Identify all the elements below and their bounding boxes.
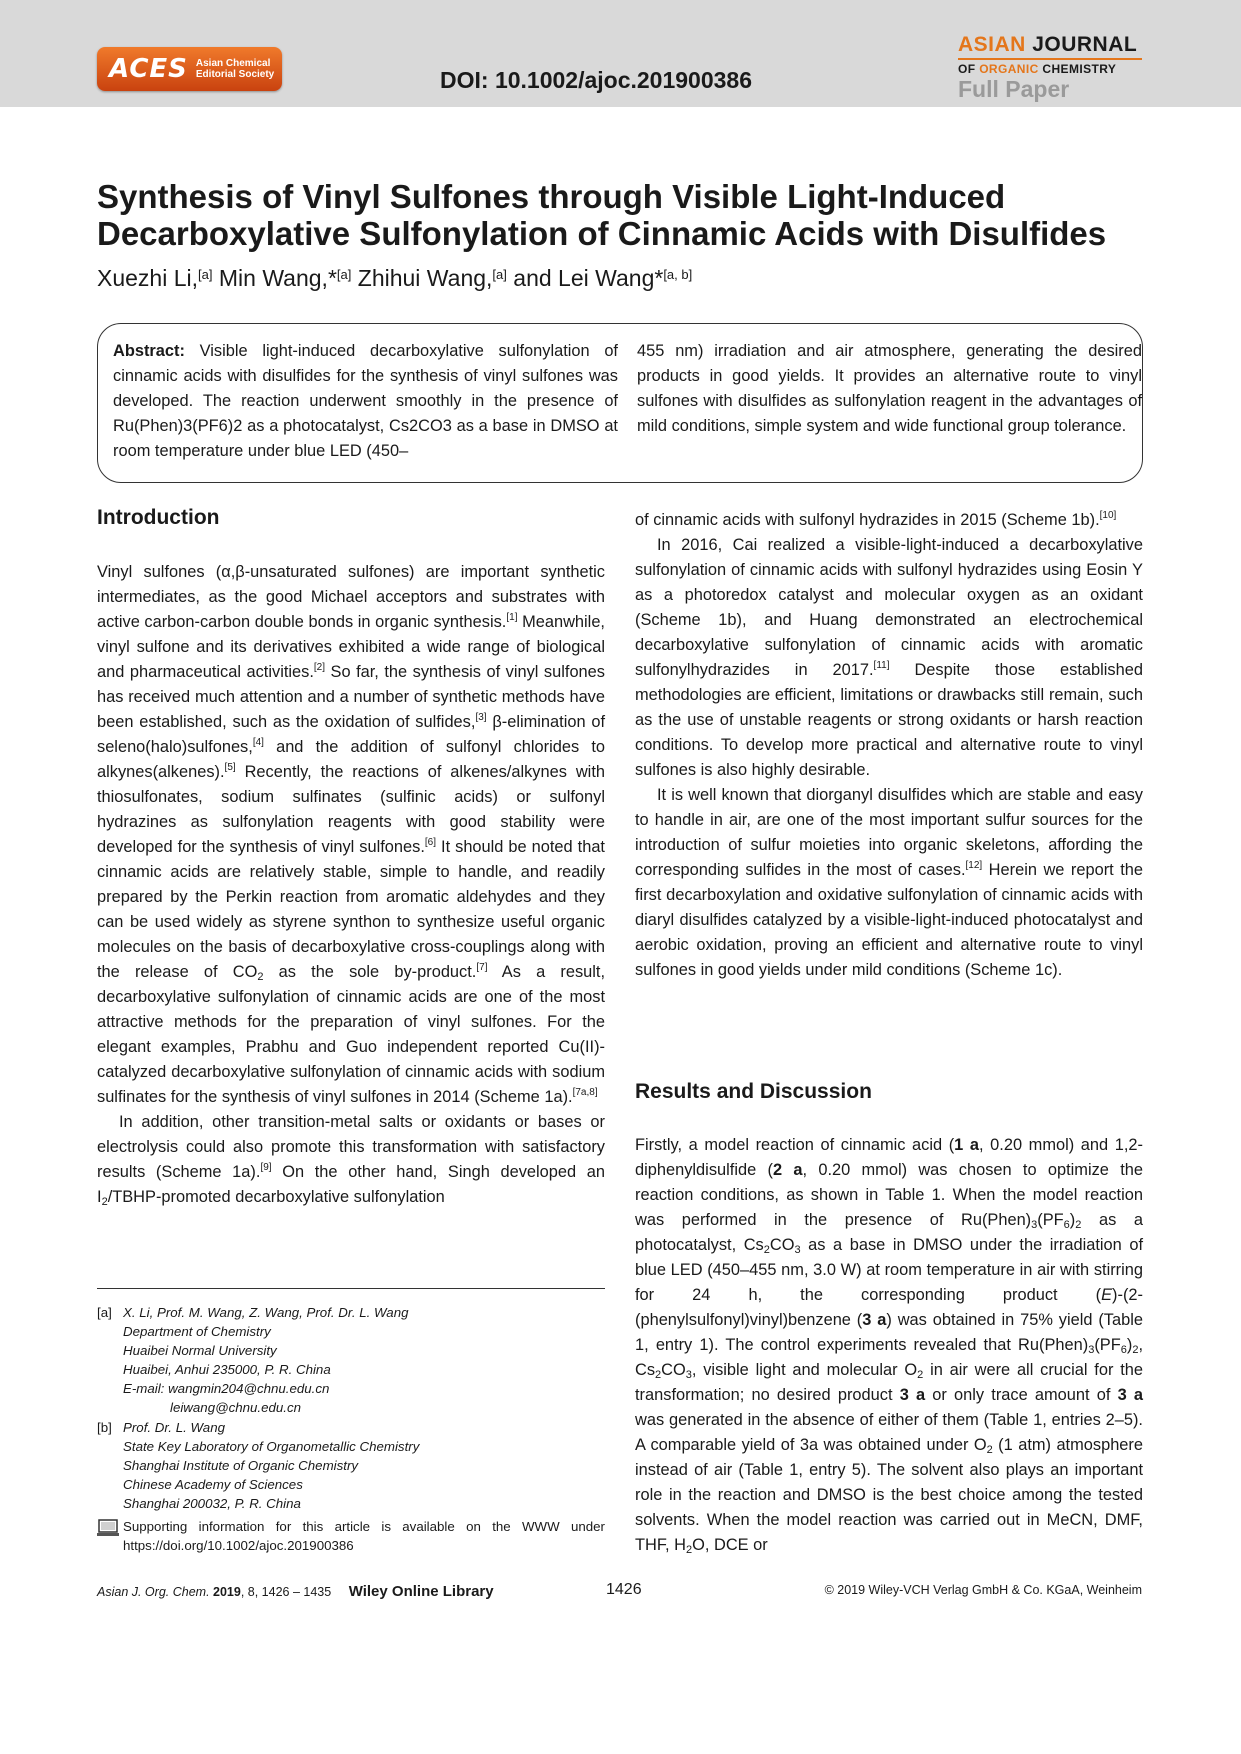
- left-column-body: [97, 560, 605, 1210]
- author-list: Xuezhi Li,[a] Min Wang,*[a] Zhihui Wang,[a] and Lei Wang*[a, b]: [97, 265, 693, 291]
- author-name: and Lei Wang*: [513, 265, 664, 291]
- supporting-info-text[interactable]: Supporting information for this article is available on the WWW under https://doi.org/10.1002/ajoc.201900386: [123, 1519, 605, 1553]
- abstract-right-column: 455 nm) irradiation and air atmosphere, generating the desired products in good yields. It provides an alternative route to vinyl sulfones with disulfides as sulfonylation reagent in the advantages of mild conditions, simple system and wide functional group tolerance.: [637, 342, 1142, 435]
- journal-logo-rule: [958, 58, 1142, 60]
- author-name: Zhihui Wang,: [357, 265, 493, 291]
- abstract-label: Abstract:: [113, 342, 185, 360]
- author-name: Min Wang,*: [218, 265, 337, 291]
- footer-citation: Asian J. Org. Chem. 2019, 8, 1426 – 1435 Wiley Online Library: [97, 1583, 494, 1600]
- copyright: © 2019 Wiley-VCH Verlag GmbH & Co. KGaA, Weinheim: [824, 1583, 1142, 1597]
- footnote-divider: [97, 1288, 605, 1289]
- article-type: Full Paper: [958, 76, 1070, 102]
- introduction-heading: Introduction: [97, 506, 220, 529]
- results-paragraph-1: Firstly, a model reaction of cinnamic acid (1 a, 0.20 mmol) and 1,2-diphenyldisulfide (2 a, 0.20 mmol) was chosen to optimize the reaction conditions, as shown in Table 1. When the model reaction was performed in the presence of $Ru(Phen)_3(PF_6)_2$ as a photocatalyst, $Cs_2CO_3$ as a base in DMSO under the irradiation of blue LED (450–455 nm, 3.0 W) at room temperature in air with stirring for 24 h, the corresponding product (E)-(2-(phenylsulfonyl)vinyl)benzene (3 a) was obtained in 75% yield (Table 1, entry 1). The control experiments revealed that $Ru(Phen)_3(PF_6)_2$, $Cs_2CO_3$, visible light and molecular $O_2$ in air were all crucial for the transformation; no desired product 3 a or only trace amount of 3 a was generated in the absence of either of them (Table 1, entries 2–5). A comparable yield of 3a was obtained under $O_2$ (1 atm) atmosphere instead of air (Table 1, entry 5). The solvent also plays an important role in the reaction and DMSO is the best choice among the tested solvents. When the model reaction was carried out in MeCN, DMF, THF, $H_2O$, DCE or: [635, 1136, 1144, 1556]
- intro-paragraph-2: In addition, other transition-metal salts or oxidants or bases or electrolysis could also promote this transformation with satisfactory results (Scheme 1a).[9] On the other hand, Singh developed an $I_2/TBHP$-promoted decarboxylative sulfonylation: [97, 1113, 606, 1208]
- intro-paragraph-3: In 2016, Cai realized a visible-light-induced a decarboxylative sulfonylation of cinnamic acids with sulfonyl hydrazides using Eosin Y as a photoredox catalyst and molecular oxygen as an oxidant (Scheme 1b), and Huang demonstrated an electrochemical decarboxylative sulfonylation of cinnamic acids with aromatic sulfonylhydrazides in 2017.[11] Despite those established methodologies are efficient, limitations or drawbacks still remain, such as the use of unstable reagents or strong oxidants or harsh reaction conditions. To develop more practical and alternative route to vinyl sulfones is also highly desirable.: [635, 536, 1143, 779]
- supporting-info-note: [97, 1517, 605, 1555]
- intro-paragraph-1: Vinyl sulfones (α,β-unsaturated sulfones) are important synthetic intermediates, as the good Michael acceptors and substrates with active carbon-carbon double bonds in organic synthesis.[1] Meanwhile, vinyl sulfone and its derivatives exhibited a wide range of biological and pharmaceutical activities.[2] So far, the synthesis of vinyl sulfones has received much attention and a number of synthetic methods have been established, such as the oxidation of sulfides,[3] β-elimination of seleno(halo)sulfones,[4] and the addition of sulfonyl chlorides to alkynes(alkenes).[5] Recently, the reactions of alkenes/alkynes with thiosulfonates, sodium sulfinates (sulfinic acids) or sulfonyl hydrazines as sulfonylation reagents with good stability were developed for the synthesis of vinyl sulfones.[6] It should be noted that cinnamic acids are relatively stable, simple to handle, and readily prepared by the Perkin reaction from aromatic aldehydes and they can be used widely as styrene synthon to synthesize useful organic molecules on the basis of decarboxylative cross-couplings along with the release of $CO_2$ as the sole by-product.[7] As a result, decarboxylative sulfonylation of cinnamic acids are one of the most attractive methods for the preparation of vinyl sulfones. For the elegant examples, Prabhu and Guo independent reported Cu(II)-catalyzed decarboxylative sulfonylation of cinnamic acids with sodium sulfinates for the synthesis of vinyl sulfones in 2014 (Scheme 1a).[7a,8]: [97, 563, 606, 1106]
- journal-logo-line2: OF ORGANIC CHEMISTRY: [958, 62, 1117, 76]
- wiley-online-library-link[interactable]: Wiley Online Library: [348, 1583, 494, 1600]
- aces-logo-text: ACES: [109, 54, 188, 84]
- abstract-left-column: [113, 339, 618, 464]
- right-column-body: [635, 508, 1143, 983]
- footnote-affiliation-b: [b] Prof. Dr. L. Wang State Key Laboratory of Organometallic Chemistry Shanghai Institute of Organic Chemistry Chinese Academy of Sciences Shanghai 200032, P. R. China: [97, 1420, 420, 1511]
- doi[interactable]: DOI: 10.1002/ajoc.201900386: [440, 67, 753, 93]
- computer-icon: [97, 1519, 119, 1537]
- results-heading: Results and Discussion: [635, 1080, 872, 1103]
- aces-society-name: Asian Chemical Editorial Society: [195, 58, 275, 80]
- abstract-text-left: Visible light-induced decarboxylative sulfonylation of cinnamic acids with disulfides for the synthesis of vinyl sulfones was developed. The reaction underwent smoothly in the presence of Ru(Phen)3(PF6)2 as a photocatalyst, Cs2CO3 as a base in DMSO at room temperature under blue LED (450–: [113, 342, 618, 460]
- intro-paragraph-2-cont: of cinnamic acids with sulfonyl hydrazides in 2015 (Scheme 1b).[10]: [635, 510, 1117, 529]
- results-body: [635, 1133, 1143, 1558]
- aces-logo: [97, 47, 282, 91]
- page-number: 1426: [606, 1581, 642, 1598]
- email-link[interactable]: E-mail: wangmin204@chnu.edu.cn: [123, 1381, 330, 1396]
- author-name: Xuezhi Li,: [97, 265, 199, 291]
- journal-logo-line1: ASIAN JOURNAL: [958, 33, 1138, 56]
- email-link[interactable]: leiwang@chnu.edu.cn: [170, 1400, 302, 1415]
- intro-paragraph-4: It is well known that diorganyl disulfides which are stable and easy to handle in air, are one of the most important sulfur sources for the introduction of sulfur moieties into organic skeletons, affording the corresponding sulfides in the most of cases.[12] Herein we report the first decarboxylation and oxidative sulfonylation of cinnamic acids with diaryl disulfides catalyzed by a visible-light-induced photocatalyst and aerobic oxidation, proving an efficient and alternative route to vinyl sulfones in good yields under mild conditions (Scheme 1c).: [635, 786, 1143, 979]
- footnote-affiliation-a: [a] X. Li, Prof. M. Wang, Z. Wang, Prof. Dr. L. Wang Department of Chemistry Huaibei Normal University Huaibei, Anhui 235000, P. R. China E-mail: wangmin204@chnu.edu.cn leiwang@chnu.edu.cn: [97, 1303, 605, 1417]
- article-title: Synthesis of Vinyl Sulfones through Visible Light-Induced Decarboxylative Sulfonylation of Cinnamic Acids with Disulfides: [97, 178, 1107, 252]
